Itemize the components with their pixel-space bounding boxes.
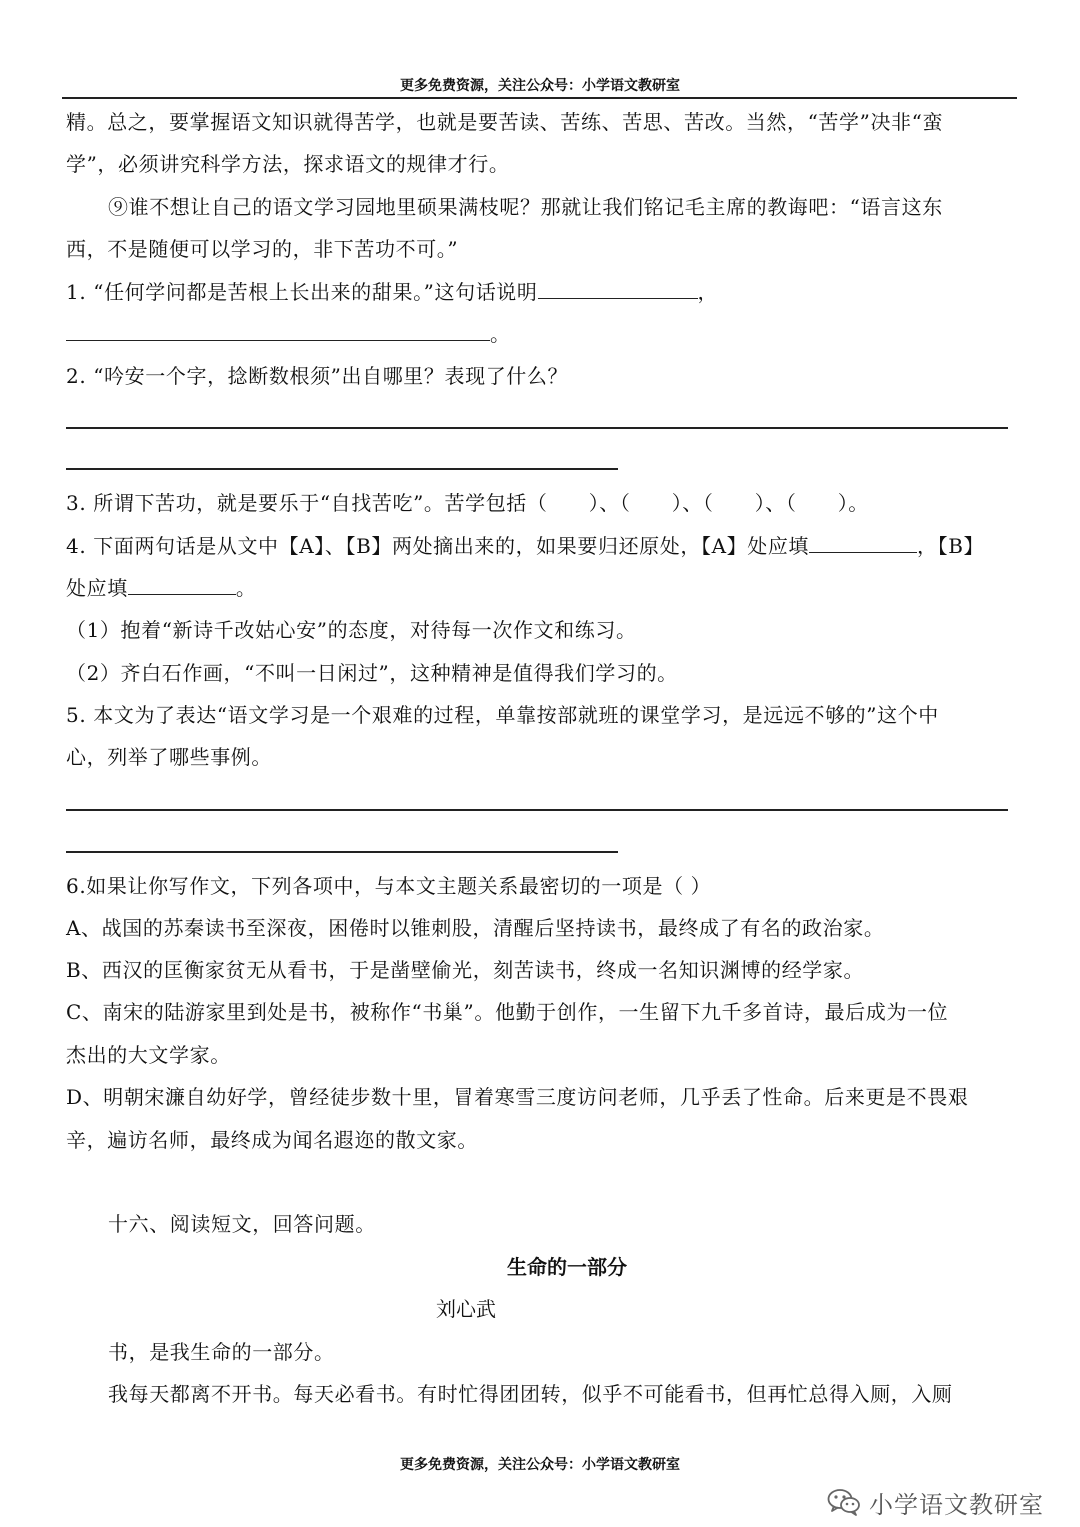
answer-blank[interactable]: [538, 278, 698, 299]
article-paragraph-1: 书，是我生命的一部分。: [108, 1340, 335, 1364]
section-heading: 十六、阅读短文，回答问题。: [108, 1212, 376, 1236]
passage-line: 精。总之，要掌握语文知识就得苦学，也就是要苦读、苦练、苦思、苦改。当然，“苦学”决非“蛮: [66, 110, 944, 134]
answer-blank-b[interactable]: [128, 574, 236, 595]
question-1-end: 。: [490, 322, 511, 346]
answer-blank[interactable]: [66, 320, 490, 341]
question-6: 6.如果让你写作文，下列各项中，与本文主题关系最密切的一项是（ ）: [66, 874, 712, 898]
answer-line[interactable]: [66, 809, 1008, 811]
passage-line: 西，不是随便可以学习的，非下苦功不可。”: [66, 237, 459, 261]
article-title: 生命的一部分: [507, 1255, 627, 1279]
question-5: 5. 本文为了表达“语文学习是一个艰难的过程，单靠按部就班的课堂学习，是远远不够的”这个中: [66, 703, 939, 727]
page-header: 更多免费资源，关注公众号：小学语文教研室: [400, 78, 680, 94]
answer-line[interactable]: [66, 427, 1008, 429]
answer-line[interactable]: [66, 851, 618, 853]
question-4-after: ，【B】: [917, 534, 985, 558]
watermark-text: 小学语文教研室: [869, 1490, 1044, 1519]
question-1: [66, 278, 718, 306]
question-4-line2-text: 处应填: [66, 576, 128, 600]
passage-line: 学”，必须讲究科学方法，探求语文的规律才行。: [66, 152, 510, 176]
option-d-line2: 辛，遍访名师，最终成为闻名遐迩的散文家。: [66, 1128, 478, 1152]
option-b[interactable]: B、西汉的匡衡家贫无从看书，于是凿壁偷光，刻苦读书，终成一名知识渊博的经学家。: [66, 958, 865, 982]
question-3: 3. 所谓下苦功，就是要乐于“自找苦吃”。苦学包括（ ）、（ ）、（ ）、（ ）。: [66, 491, 869, 515]
question-4-line2: [66, 574, 256, 602]
option-a[interactable]: A、战国的苏秦读书至深夜，困倦时以锥刺股，清醒后坚持读书，最终成了有名的政治家。: [66, 916, 885, 940]
question-1-line2: [66, 320, 511, 348]
question-4-sentence-1: （1）抱着“新诗千改姑心安”的态度，对待每一次作文和练习。: [66, 618, 637, 642]
option-d[interactable]: D、明朝宋濂自幼好学，曾经徒步数十里，冒着寒雪三度访问老师，几乎丢了性命。后来更是不畏艰: [66, 1085, 969, 1109]
watermark: [827, 1482, 1044, 1522]
question-4-sentence-2: （2）齐白石作画，“不叫一日闲过”，这种精神是值得我们学习的。: [66, 661, 678, 685]
question-4-text: 4. 下面两句话是从文中【A】、【B】两处摘出来的，如果要归还原处，【A】处应填: [66, 534, 810, 558]
wechat-icon: [827, 1487, 861, 1517]
passage-paragraph-9: ⑨谁不想让自己的语文学习园地里硕果满枝呢？那就让我们铭记毛主席的教诲吧：“语言这东: [108, 195, 943, 219]
option-c-line2: 杰出的大文学家。: [66, 1043, 231, 1067]
question-5-line2: 心，列举了哪些事例。: [66, 745, 272, 769]
page-footer: 更多免费资源，关注公众号：小学语文教研室: [400, 1457, 680, 1473]
question-4: [66, 532, 984, 560]
header-rule: [62, 97, 1017, 99]
answer-line[interactable]: [66, 468, 618, 470]
article-paragraph-2: 我每天都离不开书。每天必看书。有时忙得团团转，似乎不可能看书，但再忙总得入厕，入厕: [108, 1382, 953, 1406]
article-author: 刘心武: [436, 1297, 496, 1321]
option-c[interactable]: C、南宋的陆游家里到处是书，被称作“书巢”。他勤于创作，一生留下九千多首诗，最后成为一位: [66, 1000, 949, 1024]
answer-blank-a[interactable]: [809, 532, 917, 553]
question-1-comma: ，: [697, 280, 719, 304]
question-2: 2. “吟安一个字，捻断数根须”出自哪里？表现了什么？: [66, 364, 569, 388]
question-1-text: 1. “任何学问都是苦根上长出来的甜果。”这句话说明: [66, 280, 538, 304]
question-4-end: 。: [235, 576, 257, 600]
